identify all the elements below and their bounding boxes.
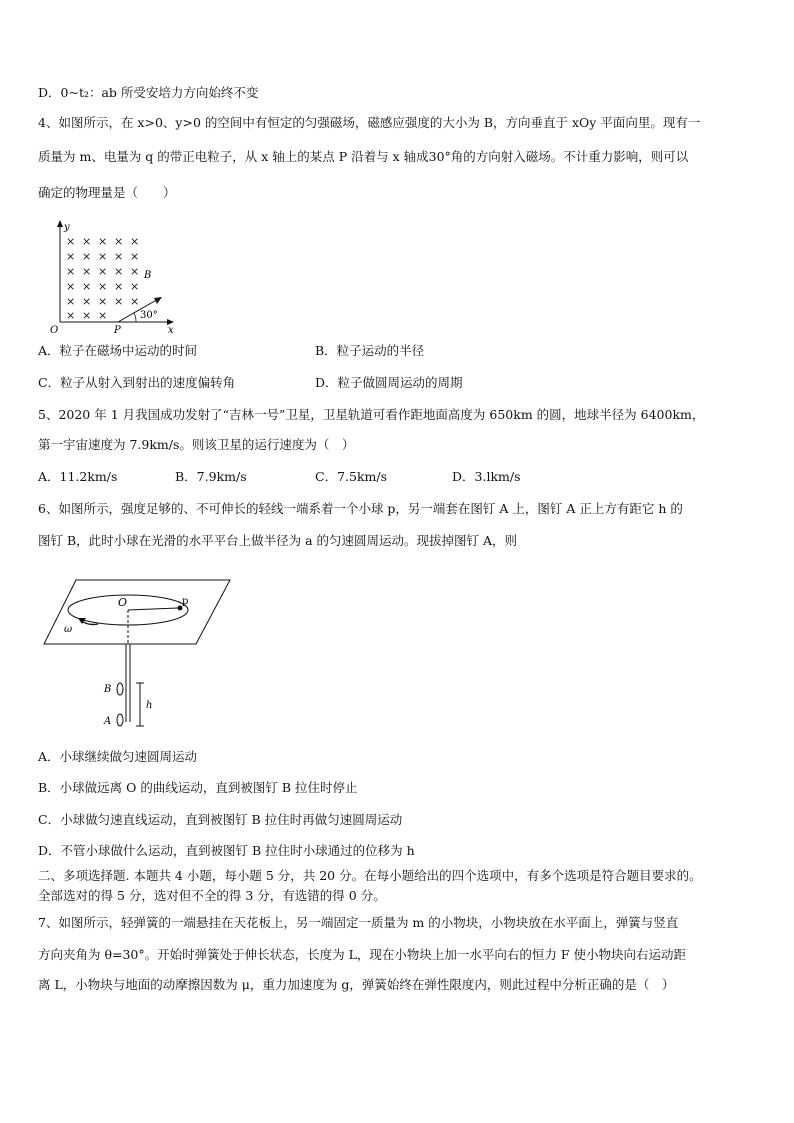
q6-stem-line-1: 6、如图所示，强度足够的、不可伸长的轻线一端系着一个小球 p，另一端套在图钉 A 上，图钉 A 正上方有距它 h 的 <box>38 501 683 516</box>
q4-option-b: B．粒子运动的半径 <box>315 343 425 358</box>
q5-option-d: D．3.lkm/s <box>452 469 521 484</box>
q6-circular-motion-figure <box>40 572 240 732</box>
q4-y-axis-arrow <box>57 220 63 227</box>
field-cross: × <box>82 265 92 278</box>
q4-angle-arc <box>134 313 136 322</box>
q6-string <box>128 608 178 610</box>
q4-stem-line-1: 4、如图所示，在 x>0、y>0 的空间中有恒定的匀强磁场，磁感应强度的大小为 B，方向垂直于 xOy 平面向里。现有一 <box>38 115 701 130</box>
q4-x-label: x <box>168 325 174 336</box>
q4-option-d: D．粒子做圆周运动的周期 <box>315 375 463 390</box>
q4-field-crosses <box>66 235 139 322</box>
field-cross: × <box>82 280 92 293</box>
field-cross: × <box>114 295 124 308</box>
field-cross: × <box>98 295 108 308</box>
field-cross: × <box>98 235 108 248</box>
field-cross: × <box>82 250 92 263</box>
field-cross: × <box>66 295 76 308</box>
field-cross: × <box>66 265 76 278</box>
field-cross: × <box>114 265 124 278</box>
q4-point-p-label: P <box>114 325 121 336</box>
field-cross: × <box>130 250 140 263</box>
field-cross: × <box>66 235 76 248</box>
field-cross: × <box>130 280 140 293</box>
q6-option-a: A．小球继续做匀速圆周运动 <box>38 749 198 764</box>
q6-height-label: h <box>146 700 153 711</box>
q4-stem-line-3: 确定的物理量是（ ） <box>38 185 176 200</box>
section2-heading-line-2: 全部选对的得 5 分，选对但不全的得 3 分，有选错的得 0 分。 <box>38 888 386 903</box>
q4-y-label: y <box>64 222 70 233</box>
field-cross: × <box>66 309 76 322</box>
q4-magnetic-field-figure <box>44 218 184 336</box>
q6-ball-label: p <box>182 596 189 607</box>
section2-heading-line-1: 二、多项选择题. 本题共 4 小题，每小题 5 分，共 20 分。在每小题给出的四个选项中，有多个选项是符合题目要求的。 <box>38 868 702 883</box>
field-cross: × <box>98 250 108 263</box>
q5-option-c: C．7.5km/s <box>315 469 387 484</box>
field-cross: × <box>66 280 76 293</box>
q4-stem-line-2: 质量为 m、电量为 q 的带正电粒子，从 x 轴上的某点 P 沿着与 x 轴成30°角的方向射入磁场。不计重力影响，则可以 <box>38 149 689 164</box>
field-cross: × <box>130 235 140 248</box>
q4-field-label: B <box>144 270 152 281</box>
field-cross: × <box>98 265 108 278</box>
q6-option-d: D．不管小球做什么运动，直到被图钉 B 拉住时小球通过的位移为 h <box>38 843 415 858</box>
q4-option-c: C．粒子从射入到射出的速度偏转角 <box>38 375 236 390</box>
q7-stem-line-3: 离 L，小物块与地面的动摩擦因数为 μ，重力加速度为 g，弹簧始终在弹性限度内，则此过程中分析正确的是（ ） <box>38 977 675 992</box>
field-cross: × <box>114 250 124 263</box>
field-cross: × <box>98 309 108 322</box>
field-cross: × <box>98 280 108 293</box>
field-cross: × <box>114 235 124 248</box>
q4-origin-label: O <box>50 325 59 336</box>
field-cross: × <box>82 235 92 248</box>
field-cross: × <box>66 250 76 263</box>
q7-stem-line-1: 7、如图所示，轻弹簧的一端悬挂在天花板上，另一端固定一质量为 m 的小物块，小物块放在水平面上，弹簧与竖直 <box>38 915 679 930</box>
field-cross: × <box>82 295 92 308</box>
field-cross: × <box>130 265 140 278</box>
q5-stem-line-1: 5、2020 年 1 月我国成功发射了“吉林一号”卫星，卫星轨道可看作距地面高度为 650km 的圆，地球半径为 6400km， <box>38 407 705 422</box>
q6-omega-label: ω <box>64 624 73 635</box>
field-cross: × <box>130 295 140 308</box>
field-cross: × <box>82 309 92 322</box>
q5-option-a: A．11.2km/s <box>38 469 118 484</box>
q6-pin-a <box>117 714 123 726</box>
field-cross: × <box>114 280 124 293</box>
q6-stem-line-2: 图钉 B，此时小球在光滑的水平平台上做半径为 a 的匀速圆周运动。现拔掉图钉 A，则 <box>38 533 518 548</box>
q7-stem-line-2: 方向夹角为 θ=30°。开始时弹簧处于伸长状态，长度为 L，现在小物块上加一水平向右的恒力 F 使小物块向右运动距 <box>38 947 687 962</box>
q4-angle-label: 30° <box>140 310 158 321</box>
q6-option-b: B．小球做远离 O 的曲线运动，直到被图钉 B 拉住时停止 <box>38 780 358 795</box>
q3-option-d: D．0~t₂：ab 所受安培力方向始终不变 <box>38 85 259 100</box>
q5-option-b: B．7.9km/s <box>175 469 247 484</box>
q6-option-c: C．小球做匀速直线运动，直到被图钉 B 拉住时再做匀速圆周运动 <box>38 812 403 827</box>
q4-option-a: A．粒子在磁场中运动的时间 <box>38 343 198 358</box>
q6-pin-b-label: B <box>104 684 112 695</box>
q6-center-label: O <box>118 596 128 609</box>
q5-stem-line-2: 第一宇宙速度为 7.9km/s。则该卫星的运行速度为（ ） <box>38 437 355 452</box>
q6-pin-a-label: A <box>104 716 112 727</box>
q6-pin-b <box>117 683 123 695</box>
